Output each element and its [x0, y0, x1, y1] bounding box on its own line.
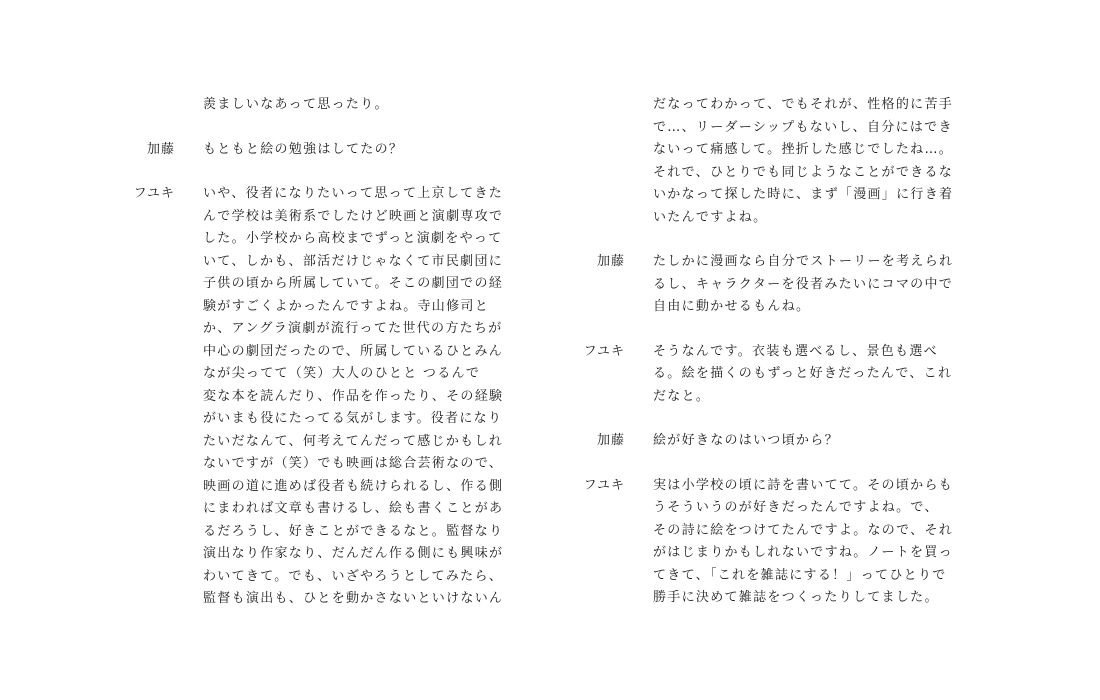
speaker-name: フユキ — [583, 343, 625, 359]
text-line: した。小学校から高校までずっと演劇をやって — [203, 231, 503, 246]
dialogue-text — [203, 139, 403, 162]
text-line: なが尖ってて（笑）大人のひとと つるんで — [203, 366, 481, 381]
text-line: にまわれば文章も書けるし、絵も書くことがあ — [203, 501, 504, 516]
text-line: たしかに漫画なら自分でストーリーを考えられ — [653, 254, 954, 269]
dialogue-text — [653, 94, 953, 229]
speaker-name: フユキ — [583, 477, 625, 493]
speaker-name — [110, 94, 175, 117]
dialogue-block — [110, 183, 550, 611]
text-line: いたんですよね。 — [653, 209, 768, 225]
text-line: その詩に絵をつけてたんですよ。なので、それ — [653, 522, 954, 538]
text-line: か、アングラ演劇が流行ってた世代の方たちが — [203, 321, 503, 336]
text-line: 監督も演出も、ひとを動かさないといけないん — [203, 591, 504, 606]
left-column — [110, 94, 550, 633]
text-line: ないですが（笑）でも映画は総合芸術なので、 — [203, 456, 504, 471]
text-line: 変な本を読んだり、作品を作ったり、その経験 — [203, 388, 504, 404]
text-line: んで学校は美術系でしたけど映画と演劇専攻で — [203, 208, 504, 224]
dialogue-text — [653, 430, 839, 453]
dialogue-block — [110, 139, 550, 162]
text-line: 中心の劇団だったので、所属しているひとみん — [203, 343, 504, 359]
text-line: てきて、「これを雑誌にする！」ってひとりで — [653, 567, 947, 583]
dialogue-text — [653, 251, 953, 319]
text-line: わいてきて。でも、いざやろうとしてみたら、 — [203, 568, 504, 584]
text-line: だなってわかって、でもそれが、性格的に苦手 — [653, 97, 954, 112]
right-column — [560, 94, 1000, 632]
text-line: がはじまりかもしれないですね。ノートを買っ — [653, 545, 953, 560]
text-line: うそういうのが好きだったんですよね。で、 — [653, 500, 939, 515]
text-line: いや、役者になりたいって思って上京してきた — [203, 186, 504, 201]
text-line: そうなんです。衣装も選べるし、景色も選べ — [653, 343, 938, 359]
dialogue-block — [560, 475, 1000, 610]
text-line: たいだなんて、何考えてんだって感じかもしれ — [203, 433, 504, 449]
dialogue-text — [653, 475, 953, 610]
text-line: だなと。 — [653, 388, 711, 404]
speaker-name — [560, 94, 625, 229]
text-line: 験がすごくよかったんですよね。寺山修司と — [203, 298, 490, 314]
dialogue-block — [560, 341, 1000, 409]
dialogue-text — [203, 183, 503, 611]
text-line: いて、しかも、部活だけじゃなくて市民劇団に — [203, 253, 504, 269]
text-line: もともと絵の勉強はしてたの？ — [203, 141, 404, 157]
text-line: ないって痛感して。挫折した感じでしたね…。 — [653, 142, 954, 157]
text-line: 実は小学校の頃に詩を書いてて。その頃からも — [653, 477, 954, 493]
text-line: 勝手に決めて雑誌をつくったりしてました。 — [653, 590, 939, 605]
text-line: がいまも役にたってる気がします。役者になり — [203, 411, 503, 426]
dialogue-block — [560, 94, 1000, 229]
text-line: 演出なり作家なり、だんだん作る側にも興味が — [203, 546, 504, 561]
text-line: 羨ましいなあって思ったり。 — [203, 97, 389, 112]
dialogue-block — [560, 251, 1000, 319]
dialogue-text — [653, 341, 952, 409]
dialogue-block — [110, 94, 550, 117]
text-line: いかなって探した時に、まず「漫画」に行き着 — [653, 187, 954, 202]
text-line: るし、キャラクターを役者みたいにコマの中で — [653, 276, 954, 292]
speaker-name: 加藤 — [596, 254, 625, 269]
dialogue-text — [203, 94, 389, 117]
speaker-name: フユキ — [133, 186, 175, 201]
dialogue-block — [560, 430, 1000, 453]
text-line: 子供の頃から所属していて。そこの劇団での経 — [203, 276, 504, 291]
text-line: 映画の道に進めば役者も続けられるし、作る側 — [203, 478, 504, 494]
text-line: るだろうし、好きことができるなと。監督なり — [203, 523, 504, 539]
text-line: で…、リーダーシップもないし、自分にはでき — [653, 119, 953, 135]
text-line: る。絵を描くのもずっと好きだったんで、これ — [653, 366, 953, 381]
speaker-name: 加藤 — [146, 141, 175, 157]
text-line: 自由に動かせるもんね。 — [653, 299, 811, 314]
speaker-name: 加藤 — [596, 433, 625, 448]
text-line: それで、ひとりでも同じようなことができるな — [653, 164, 954, 180]
text-line: 絵が好きなのはいつ頃から？ — [653, 433, 839, 448]
